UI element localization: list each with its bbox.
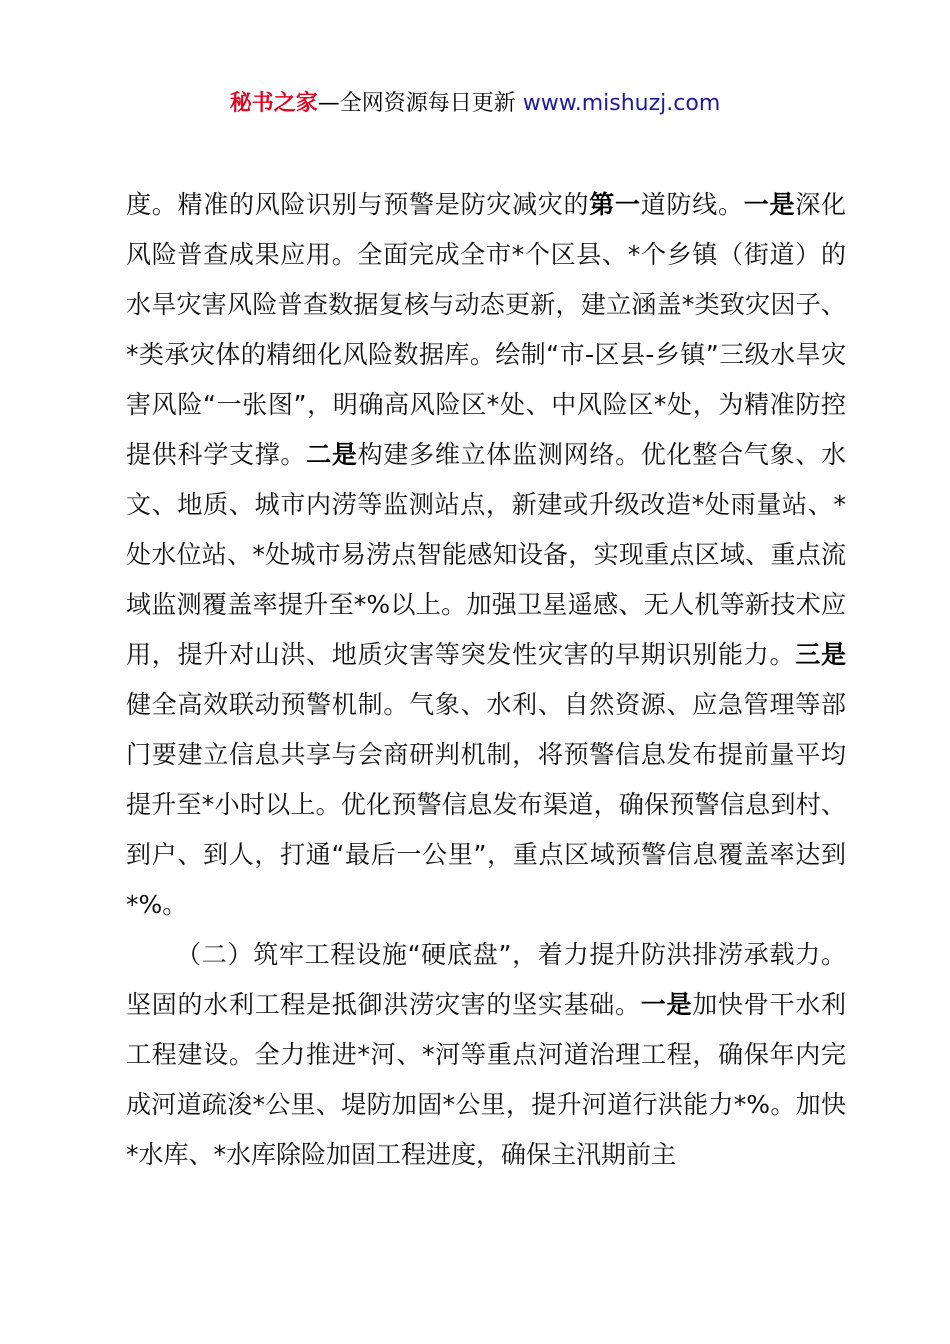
paragraph-2-text-1: （二）筑牢工程设施“硬底盘”，着力提升防洪排涝承载力。坚固的水利工程是抵御洪涝灾害的坚实基础。 (126, 940, 846, 1019)
paragraph-1-bold-4: 三是 (795, 640, 846, 669)
header-url[interactable]: www.mishuzj.com (522, 91, 721, 116)
paragraph-2-text-2: 加快骨干水利工程建设。全力推进*河、*河等重点河道治理工程，确保年内完成河道疏浚*公里、堤防加固*公里，提升河道行洪能力*%。加快*水库、*水库除险加固工程进度，确保主汛期前主 (126, 990, 846, 1169)
paragraph-2-bold-1: 一是 (640, 990, 693, 1019)
paragraph-1-text-3: 深化风险普查成果应用。全面完成全市*个区县、*个乡镇（街道）的水旱灾害风险普查数据复核与动态更新，建立涵盖*类致灾因子、*类承灾体的精细化风险数据库。绘制“市-区县-乡镇”三级水旱灾害风险“一张图”，明确高风险区*处、中风险区*处，为精准防控提供科学支撑。 (126, 190, 846, 469)
paragraph-1-text-2: 道防线。 (640, 190, 744, 219)
paragraph-1-bold-2: 一是 (743, 190, 796, 219)
paragraph-1-text-4: 构建多维立体监测网络。优化整合气象、水文、地质、城市内涝等监测站点，新建或升级改造*处雨量站、*处水位站、*处城市易涝点智能感知设备，实现重点区域、重点流域监测覆盖率提升至*%以上。加强卫星遥感、无人机等新技术应用，提升对山洪、地质灾害等突发性灾害的早期识别能力。 (126, 440, 846, 669)
paragraph-1 (126, 180, 846, 930)
page-header (0, 86, 950, 122)
paragraph-1-bold-1: 第一 (589, 190, 641, 219)
document-body (126, 180, 846, 1180)
paragraph-2 (126, 930, 846, 1180)
paragraph-1-text-1: 度。精准的风险识别与预警是防灾减灾的 (126, 190, 590, 219)
header-brand: 秘书之家 (229, 91, 318, 116)
paragraph-1-text-5: 健全高效联动预警机制。气象、水利、自然资源、应急管理等部门要建立信息共享与会商研判机制，将预警信息发布提前量平均提升至*小时以上。优化预警信息发布渠道，确保预警信息到村、到户、到人，打通“最后一公里”，重点区域预警信息覆盖率达到*%。 (126, 690, 846, 919)
header-tagline: —全网资源每日更新 (317, 91, 523, 116)
paragraph-1-bold-3: 二是 (306, 440, 358, 469)
